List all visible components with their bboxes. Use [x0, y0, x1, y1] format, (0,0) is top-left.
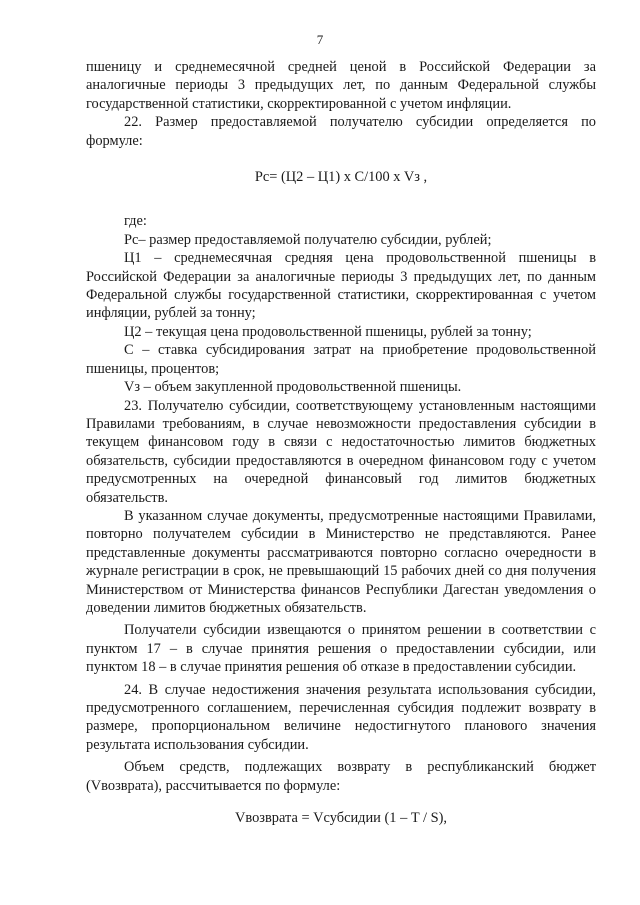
page-number: 7: [316, 32, 324, 47]
formula: Vвозврата = Vсубсидии (1 – T / S),: [235, 810, 447, 827]
definition: Vз – объем закупленной продовольственной пшеницы.: [124, 379, 462, 396]
definition: Pс– размер предоставляемой получателю субсидии, рублей;: [124, 231, 492, 248]
paragraph: 23. Получателю субсидии, соответствующему установленным настоящими Правилами требованиям, в случае невозможности предоставления субсидии в текущем финансовом году в связи с недостаточностью лимитов бюджетных обязательств, субсидии предоставляются в очередном финансовом году с учетом предусмотренных на очередной финансовый год лимитов бюджетных обязательств.: [86, 397, 596, 506]
document-body: [86, 58, 596, 827]
formula: Pс= (Ц2 – Ц1) x C/100 x Vз ,: [254, 169, 428, 186]
paragraph: В указанном случае документы, предусмотренные настоящими Правилами, повторно получателем субсидии в Министерство не представляются. Ранее представленные документы рассматриваются повторно согласно очередности в журнале регистрации в срок, не превышающий 15 рабочих дней со дня получения Министерством от Министерства финансов Республики Дагестан уведомления о доведении лимитов бюджетных обязательств.: [86, 507, 596, 616]
definition: C – ставка субсидирования затрат на приобретение продовольственной пшеницы, процентов;: [86, 342, 596, 377]
definition: Ц1 – среднемесячная средняя цена продовольственной пшеницы в Российской Федерации за аналогичные периоды 3 предыдущих лет, по данным Федеральной службы государственной статистики, скорректированная с учетом инфляции, рублей за тонну;: [86, 250, 596, 322]
paragraph: пшеницу и среднемесячной средней ценой в Российской Федерации за аналогичные периоды 3 предыдущих лет, по данным Федеральной службы государственной статистики, скорректированной с учетом инфляции.: [86, 59, 596, 112]
paragraph: Получатели субсидии извещаются о принятом решении в соответствии с пунктом 17 – в случае принятия решения о предоставлении субсидии, или пунктом 18 – в случае принятия решения об отказе в предоставлении субсидии.: [86, 622, 596, 676]
paragraph: где:: [124, 213, 147, 230]
definition: Ц2 – текущая цена продовольственной пшеницы, рублей за тонну;: [124, 323, 532, 340]
paragraph: 24. В случае недостижения значения результата использования субсидии, предусмотренного соглашением, перечисленная субсидия подлежит возврату в размере, пропорциональном величине недостигнутого планового значения результата использования субсидии.: [86, 681, 596, 753]
paragraph: Объем средств, подлежащих возврату в республиканский бюджет (Vвозврата), рассчитывается по формуле:: [86, 759, 596, 794]
paragraph: 22. Размер предоставляемой получателю субсидии определяется по формуле:: [86, 114, 596, 149]
